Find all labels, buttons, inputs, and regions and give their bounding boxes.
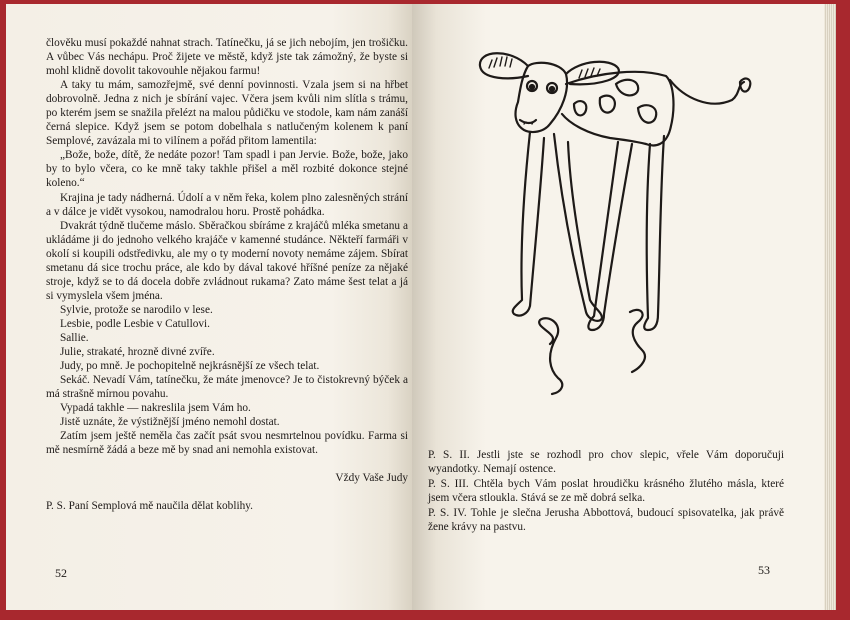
postscript: P. S. Paní Semplová mě naučila dělat koblihy. bbox=[46, 500, 253, 513]
paragraph: člověku musí pokaždé nahnat strach. Tatínečku, já se jich nebojím, jen trošičku. A vůbec Vás nechápu. Proč žijete ve městě, když jste tak zámožný, že byste si mohl klidně dovolit takovouhle nějakou farmu! bbox=[46, 37, 408, 78]
page-edges bbox=[824, 4, 836, 610]
left-page-text bbox=[46, 36, 408, 514]
postscript: P. S. IV. Tohle je slečna Jerusha Abbottová, budoucí spisovatelka, jak právě žene krávy na pastvu. bbox=[428, 507, 784, 534]
paragraph: Julie, strakaté, hrozně divné zvíře. bbox=[60, 346, 215, 359]
paragraph: Vypadá takhle — nakreslila jsem Vám ho. bbox=[60, 402, 251, 415]
page-number-right: 53 bbox=[758, 563, 770, 577]
postscript: P. S. II. Jestli jste se rozhodl pro chov slepic, vřele Vám doporučuji wyandotky. Nemají ostence. bbox=[428, 449, 784, 476]
paragraph: Jistě uznáte, že výstižnější jméno nemohl dostat. bbox=[60, 416, 280, 429]
calf-drawing-icon bbox=[470, 38, 790, 404]
page-number-left: 52 bbox=[55, 566, 67, 580]
paragraph: Lesbie, podle Lesbie v Catullovi. bbox=[60, 317, 210, 330]
right-page-text bbox=[428, 448, 784, 534]
paragraph: Sallie. bbox=[60, 331, 89, 344]
paragraph: A taky tu mám, samozřejmě, své denní povinnosti. Vzala jsem si na hřbet dobrovolně. Jedna z nich je sbírání vajec. Včera jsem kvůli nim slítla s trámu, po kterém jsem se snažila přelézt na malou půdičku ve stodole, kam nám zanáší černá slepice. Když jsem se potom dobelhala s natlučeným kolenem k paní Semplové, zavázala mi to vilínem a pořád přitom lamentila: bbox=[46, 79, 408, 148]
paragraph: Judy, po mně. Je pochopitelně nejkrásnější ze všech telat. bbox=[60, 360, 320, 373]
paragraph: Dvakrát týdně tlučeme máslo. Sběračkou sbíráme z krajáčů mléka smetanu a ukládáme ji do jednoho velkého krajáče v kamenné studánce. Někteří farmáři v okolí si koupili odstředivku, ale my o ty moderní novoty nemáme zájem. Sbírat smetanu dá sice trochu práce, ale kdo by dával takové hříšné peníze za nějaké stroje, když se to dá docela dobře zvládnout rukama? Zato máme šest telat a já si vymyslela všem jména. bbox=[46, 219, 408, 302]
paragraph: Krajina je tady nádherná. Údolí a v něm řeka, kolem plno zalesněných strání a v dálce je vidět vysokou, namodralou horu. Prostě pohádka. bbox=[46, 191, 408, 218]
signature: Vždy Vaše Judy bbox=[335, 472, 408, 485]
paragraph: Sekáč. Nevadí Vám, tatínečku, že máte jmenovce? Je to čistokrevný býček a má strašně mírnou povahu. bbox=[46, 374, 408, 401]
paragraph: Zatím jsem ještě neměla čas začít psát svou nesmrtelnou povídku. Farma si mě nesmírně žádá a beze mě by snad ani nemohla existovat. bbox=[46, 430, 408, 457]
paragraph: „Bože, bože, dítě, že nedáte pozor! Tam spadl i pan Jervie. Bože, bože, jako by to bylo včera, co ke mně taky takhle přišel a měl rozbité dokonce stejné koleno.“ bbox=[46, 149, 408, 190]
paragraph: Sylvie, protože se narodilo v lese. bbox=[60, 303, 213, 316]
postscript: P. S. III. Chtěla bych Vám poslat hroudičku krásného žlutého másla, které jsem včera stloukla. Stává se ze mě dobrá selka. bbox=[428, 478, 784, 505]
